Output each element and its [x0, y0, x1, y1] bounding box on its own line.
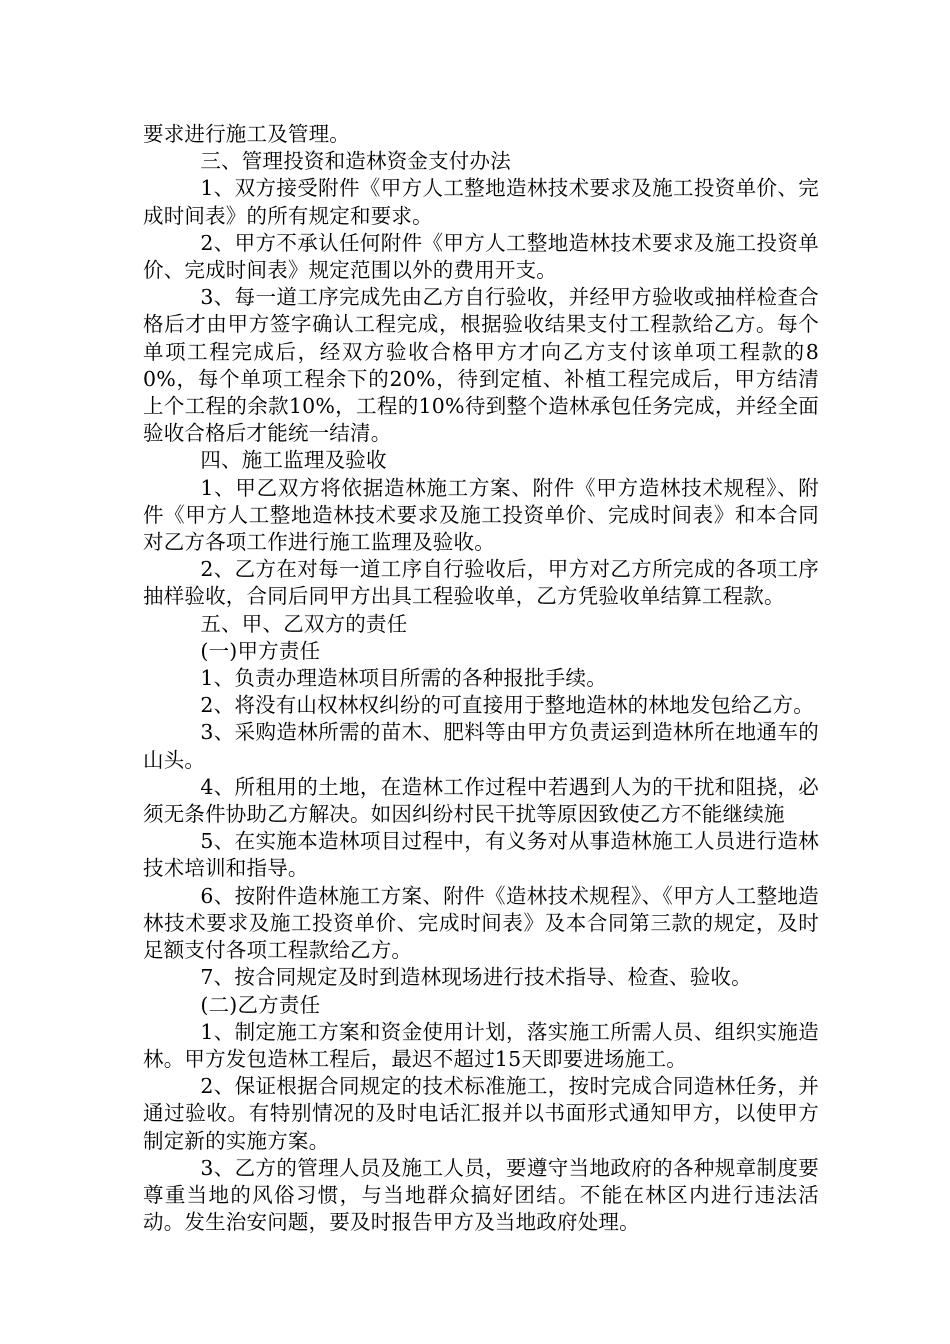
clause-4-1: 1、甲乙双方将依据造林施工方案、附件《甲方造林技术规程》、附件《甲方人工整地造林技术要求及施工投资单价、完成时间表》和本合同对乙方各项工作进行施工监理及验收。 — [143, 475, 819, 555]
party-a-clause-1: 1、负责办理造林项目所需的各种报批手续。 — [200, 666, 607, 691]
clause-3-1: 1、双方接受附件《甲方人工整地造林技术要求及施工投资单价、完成时间表》的所有规定和要求。 — [143, 176, 819, 228]
party-a-clause-3: 3、采购造林所需的苗木、肥料等由甲方负责运到造林所在地通车的山头。 — [143, 720, 819, 772]
party-a-clause-4: 4、所租用的土地，在造林工作过程中若遇到人为的干扰和阻挠，必须无条件协助乙方解决。如因纠纷村民干扰等原因致使乙方不能继续施 — [143, 774, 819, 827]
document-body — [143, 121, 819, 1236]
subsection-heading-party-a: (一)甲方责任 — [200, 638, 321, 663]
party-a-clause-2: 2、将没有山权林权纠纷的可直接用于整地造林的林地发包给乙方。 — [200, 693, 814, 718]
clause-4-2: 2、乙方在对每一道工序自行验收后，甲方对乙方所完成的各项工序抽样验收，合同后同甲方出具工程验收单，乙方凭验收单结算工程款。 — [143, 557, 819, 609]
party-a-clause-5: 5、在实施本造林项目过程中，有义务对从事造林施工人员进行造林技术培训和指导。 — [143, 829, 819, 881]
paragraph-continuation: 要求进行施工及管理。 — [143, 122, 350, 146]
clause-3-2: 2、甲方不承认任何附件《甲方人工整地造林技术要求及施工投资单价、完成时间表》规定范围以外的费用开支。 — [143, 230, 819, 283]
section-heading-5: 五、甲、乙双方的责任 — [200, 611, 408, 636]
party-a-clause-6: 6、按附件造林施工方案、附件《造林技术规程》、《甲方人工整地造林技术要求及施工投资单价、完成时间表》及本合同第三款的规定，及时足额支付各项工程款给乙方。 — [143, 883, 819, 963]
party-b-clause-2: 2、保证根据合同规定的技术标准施工，按时完成合同造林任务，并通过验收。有特别情况的及时电话汇报并以书面形式通知甲方，以使甲方制定新的实施方案。 — [143, 1074, 819, 1153]
party-b-clause-3: 3、乙方的管理人员及施工人员，要遵守当地政府的各种规章制度要尊重当地的风俗习惯，与当地群众搞好团结。不能在林区内进行违法活动。发生治安问题，要及时报告甲方及当地政府处理。 — [143, 1155, 819, 1235]
section-heading-4: 四、施工监理及验收 — [200, 448, 387, 473]
section-heading-3: 三、管理投资和造林资金支付办法 — [200, 149, 511, 174]
subsection-heading-party-b: (二)乙方责任 — [200, 992, 321, 1017]
clause-3-3: 3、每一道工序完成先由乙方自行验收，并经甲方验收或抽样检查合格后才由甲方签字确认工程完成，根据验收结果支付工程款给乙方。每个单项工程完成后，经双方验收合格甲方才向乙方支付该单项工程款的80%，每个单项工程余下的20%，待到定植、补植工程完成后，甲方结清上个工程的余款10%，工程的10%待到整个造林承包任务完成，并经全面验收合格后才能统一结清。 — [143, 285, 819, 446]
party-a-clause-7: 7、按合同规定及时到造林现场进行技术指导、检查、验收。 — [200, 965, 752, 990]
party-b-clause-1: 1、制定施工方案和资金使用计划，落实施工所需人员、组织实施造林。甲方发包造林工程后，最迟不超过15天即要进场施工。 — [143, 1019, 819, 1071]
